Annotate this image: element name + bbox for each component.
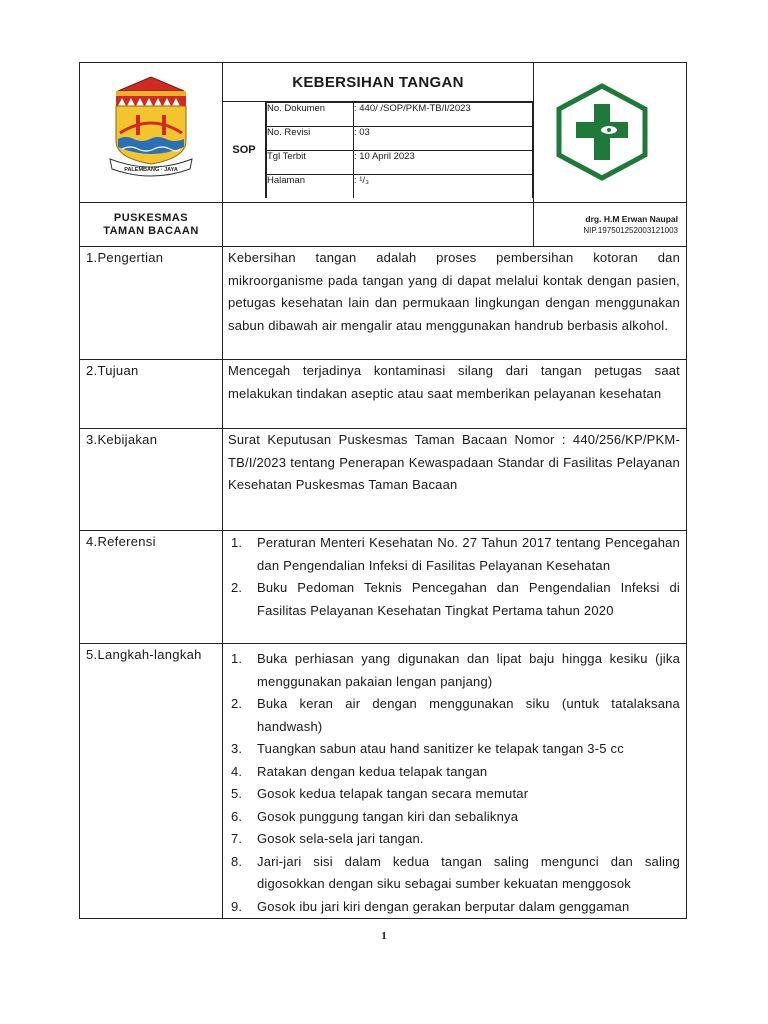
meta-value: : 440/ /SOP/PKM-TB/I/2023: [354, 103, 533, 127]
svg-text:PALEMBANG · JAYA: PALEMBANG · JAYA: [124, 167, 178, 173]
signatory-name: drg. H.M Erwan Naupal: [585, 214, 678, 224]
list-item: 2. Buka keran air dengan menggunakan siku (untuk tatalaksana handwash): [231, 696, 680, 734]
puskesmas-logo-cell: [534, 63, 687, 203]
meta-key: No. Revisi: [267, 127, 354, 151]
list-item: 2. Buku Pedoman Teknis Pencegahan dan Pengendalian Infeksi di Fasilitas Pelayanan Kesehatan Tingkat Pertama tahun 2020: [231, 580, 680, 618]
signatory: [534, 203, 687, 247]
meta-value: : 03: [354, 127, 533, 151]
sop-table: [79, 62, 687, 919]
page-number: 1: [381, 930, 387, 942]
list-item: 1. Peraturan Menteri Kesehatan No. 27 Tahun 2017 tentang Pencegahan dan Pengendalian Infeksi di Fasilitas Pelayanan Kesehatan: [231, 535, 680, 573]
section-row-referensi: [80, 531, 687, 644]
meta-value: : 10 April 2023: [354, 151, 533, 175]
section-label: 3.Kebijakan: [80, 429, 223, 531]
list-item: 8. Jari-jari sisi dalam kedua tangan saling mengunci dan saling digosokkan dengan siku sebagai sumber kekuatan menggosok: [231, 853, 680, 891]
city-logo-cell: [80, 63, 223, 203]
section-label: 4.Referensi: [80, 531, 223, 644]
list-item: 1. Buka perhiasan yang digunakan dan lipat baju hingga kesiku (jika menggunakan pakaian lengan panjang): [231, 651, 680, 689]
section-label: 1.Pengertian: [80, 247, 223, 360]
section-list: [223, 531, 687, 644]
sop-label: SOP: [223, 102, 266, 198]
section-text: Surat Keputusan Puskesmas Taman Bacaan Nomor : 440/256/KP/PKM-TB/I/2023 tentang Penerapan Kewaspadaan Standar di Fasilitas Pelayanan Kesehatan Puskesmas Taman Bacaan: [223, 429, 687, 531]
section-list: [223, 644, 687, 919]
institution-name: [80, 203, 223, 247]
list-item: 7. Gosok sela-sela jari tangan.: [231, 831, 424, 846]
list-item: 6. Gosok punggung tangan kiri dan sebaliknya: [231, 808, 519, 824]
section-text: Kebersihan tangan adalah proses pembersihan kotoran dan mikroorganisme pada tangan yang di dapat melalui kontak dengan pasien, petugas kesehatan lain dan permukaan lingkungan dengan menggunakan sabun dibawah air mengalir atau menggunakan handrub berbasis alkohol.: [223, 247, 687, 360]
meta-key: No. Dokumen: [267, 103, 354, 127]
meta-row: [267, 151, 533, 175]
section-row-pengertian: [80, 247, 687, 360]
meta-key: Tgl Terbit: [267, 151, 354, 175]
meta-row: [267, 127, 533, 151]
list-item: 4. Ratakan dengan kedua telapak tangan: [231, 763, 488, 779]
meta-value: : ¹/₃: [354, 175, 533, 199]
institution-line-1: PUSKESMAS: [113, 211, 189, 224]
meta-row: [267, 175, 533, 199]
document-title: KEBERSIHAN TANGAN: [223, 63, 534, 102]
section-row-kebijakan: [80, 429, 687, 531]
list-item: 9. Gosok ibu jari kiri dengan gerakan berputar dalam genggaman: [231, 898, 630, 914]
list-item: 3. Tuangkan sabun atau hand sanitizer ke telapak tangan 3-5 cc: [231, 741, 624, 756]
document-meta-cell: [223, 102, 534, 203]
meta-row: [267, 103, 533, 127]
meta-key: Halaman: [267, 175, 354, 199]
palembang-city-logo: [80, 63, 223, 197]
section-row-langkah: [80, 644, 687, 919]
list-item: 5. Gosok kedua telapak tangan secara memutar: [231, 786, 529, 801]
puskesmas-logo: [534, 63, 687, 197]
signatory-nip: NIP.197501252003121003: [583, 226, 678, 235]
section-text: Mencegah terjadinya kontaminasi silang dari tangan petugas saat melakukan tindakan aseptic atau saat memberikan pelayanan kesehatan: [223, 360, 687, 429]
sop-document: [79, 62, 686, 913]
institution-line-2: TAMAN BACAAN: [103, 224, 199, 237]
section-label: 5.Langkah-langkah: [80, 644, 223, 919]
blank-cell: [223, 203, 534, 247]
section-row-tujuan: [80, 360, 687, 429]
document-meta: [266, 102, 533, 198]
section-label: 2.Tujuan: [80, 360, 223, 429]
